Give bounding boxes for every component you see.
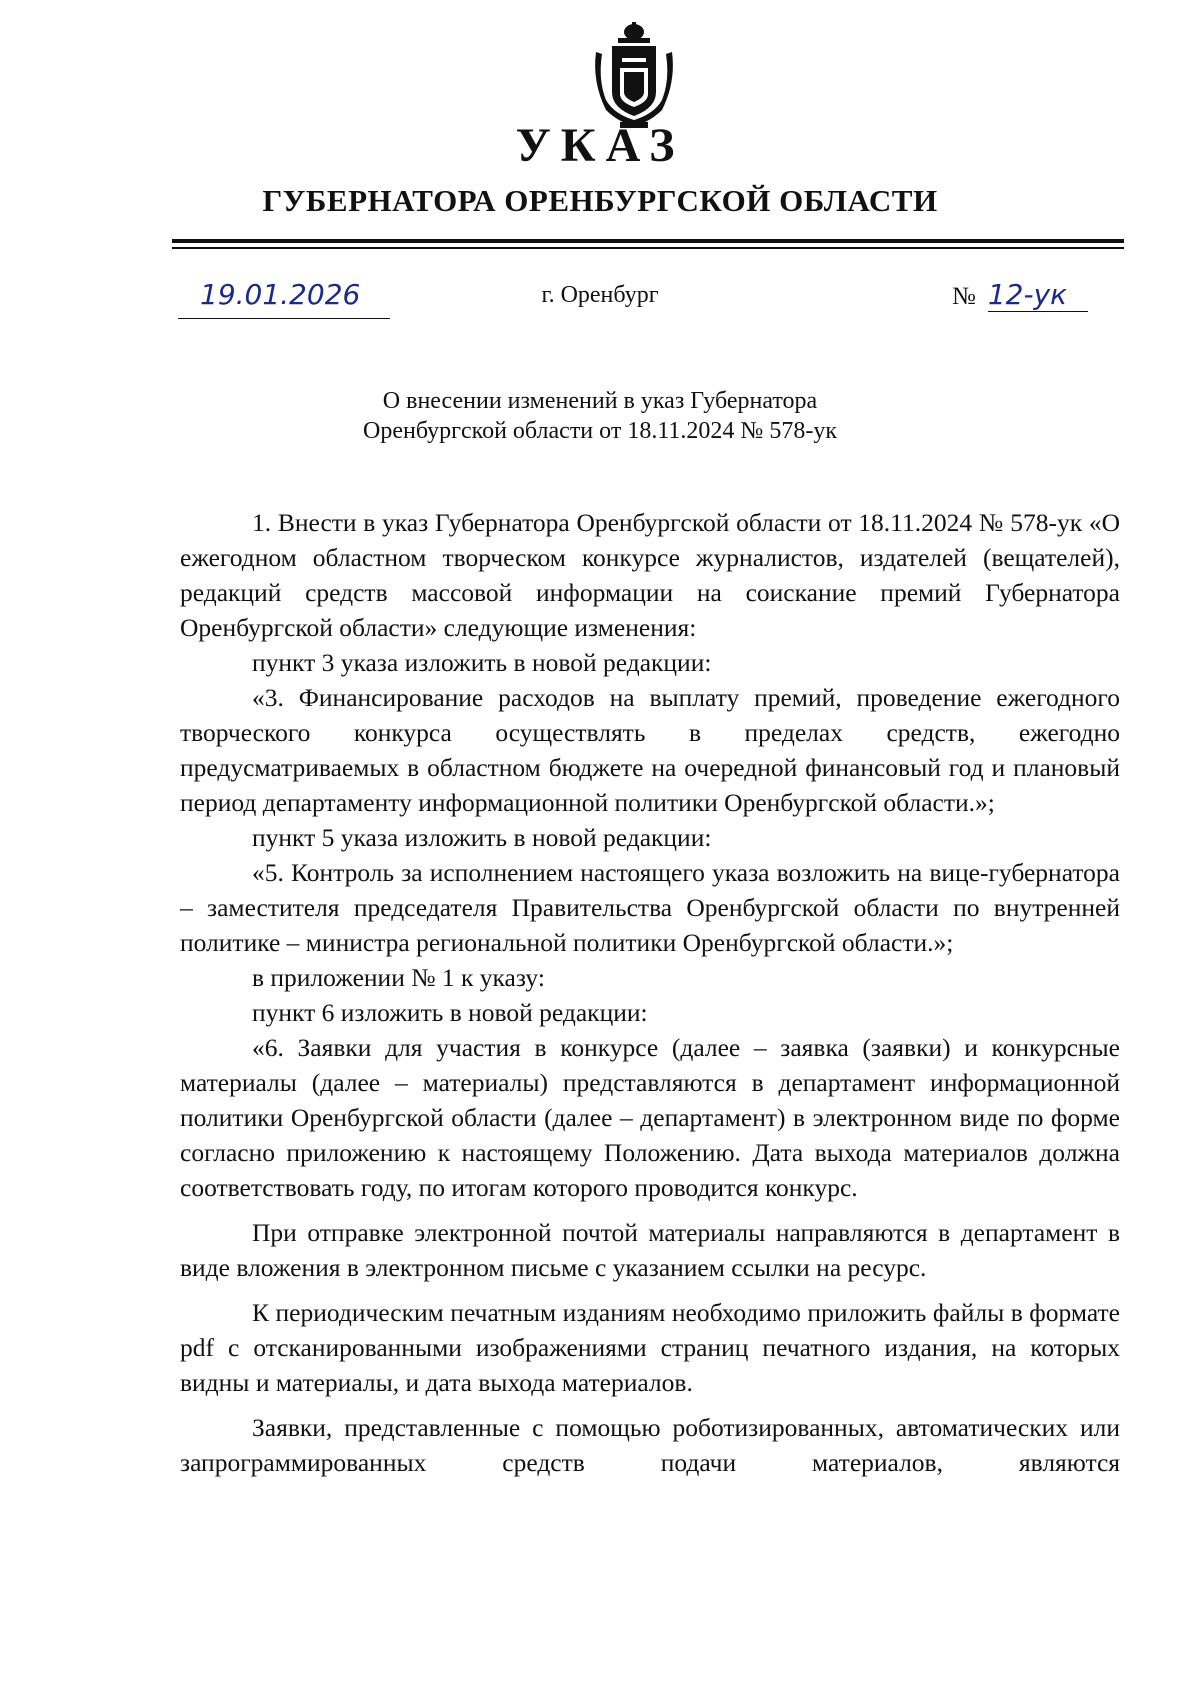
number-label: № <box>952 283 976 310</box>
subject-line: Оренбургской области от 18.11.2024 № 578-ук <box>363 418 837 444</box>
paragraph: Заявки, представленные с помощью роботизированных, автоматических или запрограммированных средств подачи материалов, являются <box>180 1413 1120 1477</box>
coat-of-arms-icon <box>590 22 678 132</box>
paragraph: «5. Контроль за исполнением настоящего указа возложить на вице-губернатора – заместителя председателя Правительства Оренбургской области по внутренней политике – министра региональной политики Оренбургской области.»; <box>180 858 1120 957</box>
paragraph: пункт 5 указа изложить в новой редакции: <box>252 823 712 852</box>
decree-subject <box>0 386 1200 446</box>
paragraph: При отправке электронной почтой материалы направляются в департамент в виде вложения в электронном письме с указанием ссылки на ресурс. <box>180 1218 1120 1282</box>
document-title: УКАЗ <box>515 119 685 172</box>
paragraph: 1. Внести в указ Губернатора Оренбургской области от 18.11.2024 № 578-ук «О ежегодном областном творческом конкурсе журналистов, издателей (вещателей), редакций средств массовой информации на соискание премий Губернатора Оренбургской области» следующие изменения: <box>180 508 1120 642</box>
document-subtitle: ГУБЕРНАТОРА ОРЕНБУРГСКОЙ ОБЛАСТИ <box>262 183 938 218</box>
decree-number: 12-ук <box>988 278 1088 312</box>
paragraph: «3. Финансирование расходов на выплату премий, проведение ежегодного творческого конкурса осуществлять в пределах средств, ежегодно предусматриваемых в областном бюджете на очередной финансовый год и плановый период департаменту информационной политики Оренбургской области.»; <box>180 683 1120 817</box>
paragraph: пункт 6 изложить в новой редакции: <box>252 998 648 1027</box>
paragraph: в приложении № 1 к указу: <box>252 963 545 992</box>
decree-body <box>180 505 1120 1480</box>
paragraph: «6. Заявки для участия в конкурсе (далее – заявка (заявки) и конкурсные материалы (далее – материалы) представляются в департамент информационной политики Оренбургской области (далее – департамент) в электронном виде по форме согласно приложению к настоящему Положению. Дата выхода материалов должна соответствовать году, по итогам которого проводится конкурс. <box>180 1033 1120 1202</box>
paragraph: К периодическим печатным изданиям необходимо приложить файлы в формате pdf с отсканированными изображениями страниц печатного издания, на которых видны и материалы, и дата выхода материалов. <box>180 1298 1120 1397</box>
header-divider <box>172 239 1124 243</box>
decree-date: 19.01.2026 <box>200 278 361 311</box>
decree-city: г. Оренбург <box>541 282 659 308</box>
subject-line: О внесении изменений в указ Губернатора <box>382 388 818 414</box>
paragraph: пункт 3 указа изложить в новой редакции: <box>252 648 712 677</box>
decree-number-field <box>952 278 1088 312</box>
header-divider-thin <box>172 247 1124 249</box>
